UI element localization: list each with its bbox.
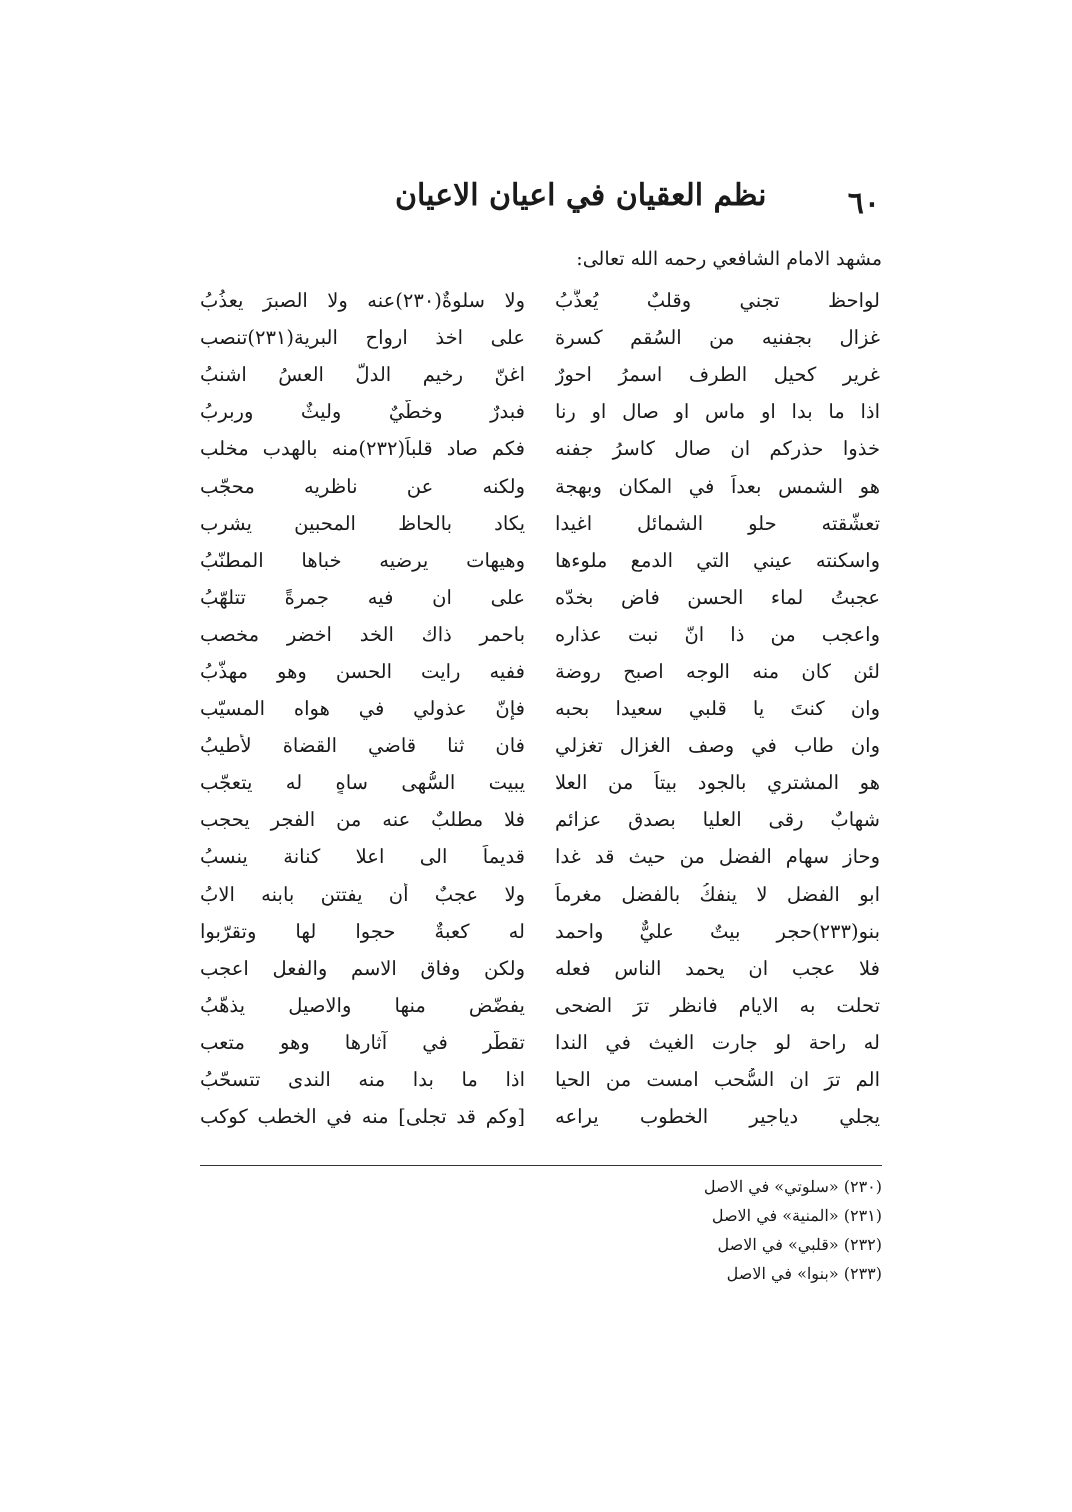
verse-first-hemistich: وحاز سهام الفضل من حيث قد غدا	[555, 845, 880, 869]
verse-line	[200, 1024, 880, 1061]
footnote: (٢٣٠) «سلوتي» في الاصل	[703, 1177, 882, 1196]
verse-first-hemistich: وان طاب في وصف الغزال تغزلي	[555, 734, 880, 758]
poem	[200, 282, 880, 1135]
verse-second-hemistich: فان ثنا قاضي القضاة لأطيبُ	[200, 734, 525, 758]
section-heading: مشهد الامام الشافعي رحمه الله تعالى:	[576, 248, 882, 270]
verse-second-hemistich: ففيه رايت الحسن وهو مهذّبُ	[200, 659, 525, 683]
verse-first-hemistich: بنو(٢٣٣)حجرٍ بيتٌ عليٌّ واحمد	[555, 919, 880, 943]
verse-line	[200, 579, 880, 616]
footnote: (٢٣٢) «قلبي» في الاصل	[717, 1235, 882, 1254]
verse-first-hemistich: اذا ما بدا او ماس او صال او رنا	[555, 400, 880, 424]
verse-line	[200, 1098, 880, 1135]
verse-second-hemistich: ولكنه عن ناظريه محجّب	[200, 474, 525, 498]
verse-line	[200, 653, 880, 690]
verse-first-hemistich: لواحظ تجني وقلبٌ يُعذَّبُ	[555, 289, 880, 313]
verse-second-hemistich: يبيت السُّهى ساهٍ له يتعجّب	[200, 771, 525, 795]
verse-first-hemistich: غرير كحيل الطرف اسمرُ احورٌ	[555, 363, 880, 387]
verse-line	[200, 987, 880, 1024]
verse-second-hemistich: [وكم قد تجلى] منه في الخطب كوكب	[200, 1105, 525, 1129]
verse-first-hemistich: هو الشمس بعداً في المكان وبهجة	[555, 474, 880, 498]
verse-second-hemistich: وهيهات يرضيه خباها المطنّبُ	[200, 548, 525, 572]
verse-line	[200, 430, 880, 467]
verse-line	[200, 616, 880, 653]
verse-second-hemistich: يكاد بالحاظ المحبين يشرب	[200, 511, 525, 535]
footnote: (٢٣١) «المنية» في الاصل	[711, 1206, 882, 1225]
verse-line	[200, 356, 880, 393]
verse-first-hemistich: شهابٌ رقى العليا بصدق عزائمٍ	[555, 808, 880, 832]
verse-first-hemistich: له راحة لو جارت الغيث في الندا	[555, 1030, 880, 1054]
verse-line	[200, 838, 880, 875]
verse-first-hemistich: غزال بجفنيه من السُقم كسرة	[555, 326, 880, 350]
verse-second-hemistich: ولكن وفاق الاسم والفعل اعجب	[200, 956, 525, 980]
verse-line	[200, 690, 880, 727]
verse-first-hemistich: خذوا حذركم ان صال كاسرُ جفنه	[555, 437, 880, 461]
running-head	[200, 178, 880, 228]
verse-first-hemistich: عجبتُ لماء الحسن فاض بخدّه	[555, 585, 880, 609]
verse-second-hemistich: له كعبةٌ حجوا لها وتقرّبوا	[200, 919, 525, 943]
verse-second-hemistich: يفضّض منها والاصيل يذهّبُ	[200, 993, 525, 1017]
footnote: (٢٣٣) «بنوا» في الاصل	[726, 1264, 882, 1283]
verse-first-hemistich: ابو الفضل لا ينفكُ بالفضل مغرماً	[555, 882, 880, 906]
verse-second-hemistich: تقطّر في آثارها وهو متعب	[200, 1030, 525, 1054]
verse-second-hemistich: قديماً الى اعلا كنانة ينسبُ	[200, 845, 525, 869]
verse-line	[200, 282, 880, 319]
verse-first-hemistich: الم ترَ ان السُّحب امست من الحيا	[555, 1068, 880, 1092]
verse-second-hemistich: فلا مطلبٌ عنه من الفجر يحجب	[200, 808, 525, 832]
verse-first-hemistich: تعشّقته حلو الشمائل اغيدا	[555, 511, 880, 535]
verse-first-hemistich: لئن كان منه الوجه اصبح روضة	[555, 659, 880, 683]
verse-line	[200, 393, 880, 430]
verse-second-hemistich: فبدرٌ وخطّيٌ وليثٌ وربربُ	[200, 400, 525, 424]
footnote-divider	[200, 1165, 882, 1166]
verse-first-hemistich: تحلت به الايام فانظر ترَ الضحى	[555, 993, 880, 1017]
verse-line	[200, 913, 880, 950]
verse-line	[200, 801, 880, 838]
verse-line	[200, 764, 880, 801]
verse-first-hemistich: واعجب من ذا انّ نبت عذاره	[555, 622, 880, 646]
verse-line	[200, 727, 880, 764]
verse-first-hemistich: واسكنته عيني التي الدمع ملوءها	[555, 548, 880, 572]
verse-line	[200, 319, 880, 356]
verse-first-hemistich: يجلي دياجير الخطوب يراعه	[555, 1105, 880, 1129]
verse-line	[200, 467, 880, 504]
verse-first-hemistich: وان كنتَ يا قلبي سعيدا بحبه	[555, 697, 880, 721]
verse-second-hemistich: على ان فيه جمرةً تتلهّبُ	[200, 585, 525, 609]
verse-first-hemistich: فلا عجب ان يحمد الناس فعله	[555, 956, 880, 980]
verse-second-hemistich: اغنّ رخيم الدلّ العسُ اشنبُ	[200, 363, 525, 387]
verse-line	[200, 950, 880, 987]
verse-second-hemistich: فكم صاد قلباً(٢٣٢)منه بالهدب مخلب	[200, 437, 525, 461]
verse-second-hemistich: ولا عجبٌ أن يفتتن بابنه الابُ	[200, 882, 525, 906]
book-title: نظم العقيان في اعيان الاعيان	[395, 178, 767, 213]
verse-second-hemistich: على اخذ ارواح البرية(٢٣١)تنصب	[200, 326, 525, 350]
verse-second-hemistich: فإنّ عذولي في هواه المسيّب	[200, 697, 525, 721]
verse-line	[200, 1061, 880, 1098]
page-number: ٦٠	[847, 186, 880, 221]
verse-line	[200, 542, 880, 579]
verse-first-hemistich: هو المشتري بالجود بيتاً من العلا	[555, 771, 880, 795]
verse-second-hemistich: باحمر ذاك الخد اخضر مخصب	[200, 622, 525, 646]
verse-line	[200, 876, 880, 913]
footnotes	[704, 1172, 882, 1288]
verse-second-hemistich: ولا سلوةٌ(٢٣٠)عنه ولا الصبرَ يعذُبُ	[200, 289, 525, 313]
verse-second-hemistich: اذا ما بدا منه الندى تتسحّبُ	[200, 1068, 525, 1092]
verse-line	[200, 505, 880, 542]
